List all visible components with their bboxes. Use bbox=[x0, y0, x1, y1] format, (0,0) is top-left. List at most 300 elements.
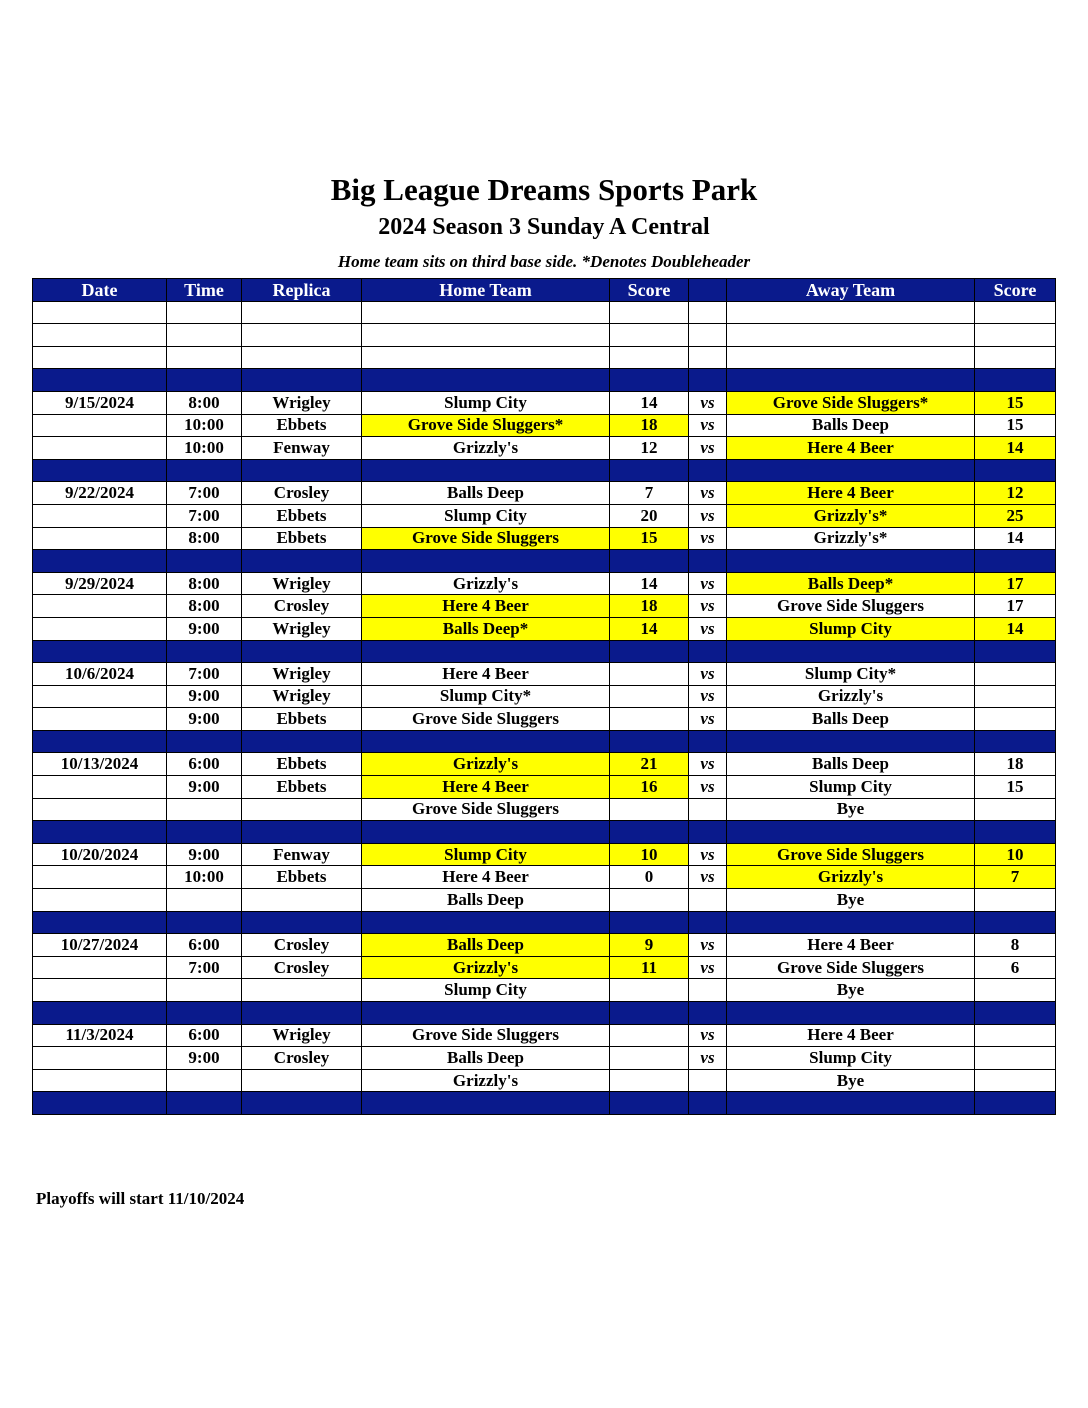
cell-away-score bbox=[975, 889, 1056, 912]
cell-away-score bbox=[975, 301, 1056, 324]
cell-away-team bbox=[727, 911, 975, 934]
cell-home-score: 14 bbox=[610, 391, 689, 414]
cell-away-team bbox=[727, 821, 975, 844]
cell-vs bbox=[689, 798, 727, 821]
cell-date: 10/20/2024 bbox=[33, 843, 167, 866]
cell-away-team: Grizzly's* bbox=[727, 527, 975, 550]
cell-time: 8:00 bbox=[167, 595, 242, 618]
cell-away-team: Grizzly's* bbox=[727, 504, 975, 527]
cell-home-team: Grizzly's bbox=[362, 753, 610, 776]
cell-replica: Crosley bbox=[242, 482, 362, 505]
cell-date: 9/29/2024 bbox=[33, 572, 167, 595]
cell-away-team bbox=[727, 730, 975, 753]
cell-replica: Crosley bbox=[242, 1047, 362, 1070]
cell-home-score bbox=[610, 911, 689, 934]
table-row bbox=[33, 866, 1056, 889]
cell-away-score bbox=[975, 1092, 1056, 1115]
cell-replica bbox=[242, 324, 362, 347]
cell-vs bbox=[689, 730, 727, 753]
cell-time: 8:00 bbox=[167, 572, 242, 595]
cell-home-score bbox=[610, 459, 689, 482]
separator-row bbox=[33, 821, 1056, 844]
table-row bbox=[33, 482, 1056, 505]
cell-home-team: Grove Side Sluggers bbox=[362, 1024, 610, 1047]
cell-home-score: 14 bbox=[610, 617, 689, 640]
cell-away-team: Grove Side Sluggers bbox=[727, 956, 975, 979]
cell-away-score bbox=[975, 821, 1056, 844]
cell-home-score: 20 bbox=[610, 504, 689, 527]
cell-away-score: 17 bbox=[975, 595, 1056, 618]
cell-replica bbox=[242, 640, 362, 663]
cell-vs: vs bbox=[689, 572, 727, 595]
cell-home-team: Grove Side Sluggers bbox=[362, 798, 610, 821]
cell-date bbox=[33, 776, 167, 799]
cell-date bbox=[33, 798, 167, 821]
cell-away-score: 8 bbox=[975, 934, 1056, 957]
cell-away-team: Slump City* bbox=[727, 663, 975, 686]
cell-away-team bbox=[727, 1002, 975, 1025]
cell-replica bbox=[242, 1092, 362, 1115]
page-title: Big League Dreams Sports Park bbox=[330, 172, 758, 207]
cell-date: 9/15/2024 bbox=[33, 391, 167, 414]
cell-away-score bbox=[975, 324, 1056, 347]
cell-replica bbox=[242, 889, 362, 912]
cell-time: 6:00 bbox=[167, 934, 242, 957]
cell-date bbox=[33, 956, 167, 979]
cell-home-score bbox=[610, 324, 689, 347]
cell-replica bbox=[242, 979, 362, 1002]
cell-away-team bbox=[727, 640, 975, 663]
cell-home-team bbox=[362, 911, 610, 934]
cell-date bbox=[33, 617, 167, 640]
col-header-vs bbox=[689, 279, 727, 302]
col-header-away-score: Score bbox=[975, 279, 1056, 302]
cell-time: 8:00 bbox=[167, 391, 242, 414]
cell-away-score: 12 bbox=[975, 482, 1056, 505]
col-header-replica: Replica bbox=[242, 279, 362, 302]
cell-replica bbox=[242, 821, 362, 844]
cell-replica: Ebbets bbox=[242, 753, 362, 776]
cell-away-score bbox=[975, 708, 1056, 731]
cell-home-team: Here 4 Beer bbox=[362, 866, 610, 889]
cell-time: 6:00 bbox=[167, 1024, 242, 1047]
cell-vs bbox=[689, 301, 727, 324]
cell-time: 7:00 bbox=[167, 504, 242, 527]
cell-replica: Crosley bbox=[242, 934, 362, 957]
cell-replica bbox=[242, 1069, 362, 1092]
cell-date bbox=[33, 979, 167, 1002]
col-header-time: Time bbox=[167, 279, 242, 302]
separator-row bbox=[33, 730, 1056, 753]
cell-home-team: Grizzly's bbox=[362, 437, 610, 460]
cell-date bbox=[33, 324, 167, 347]
cell-home-team: Slump City bbox=[362, 979, 610, 1002]
table-row bbox=[33, 1069, 1056, 1092]
cell-away-score bbox=[975, 550, 1056, 573]
cell-away-team: Bye bbox=[727, 798, 975, 821]
cell-time bbox=[167, 301, 242, 324]
cell-date bbox=[33, 414, 167, 437]
cell-home-team bbox=[362, 1092, 610, 1115]
cell-home-team bbox=[362, 640, 610, 663]
cell-away-score bbox=[975, 1069, 1056, 1092]
table-row bbox=[33, 708, 1056, 731]
cell-date bbox=[33, 1092, 167, 1115]
cell-vs bbox=[689, 1069, 727, 1092]
cell-home-team: Slump City* bbox=[362, 685, 610, 708]
separator-row bbox=[33, 550, 1056, 573]
cell-date bbox=[33, 301, 167, 324]
blank-row bbox=[33, 346, 1056, 369]
separator-row bbox=[33, 1092, 1056, 1115]
table-row bbox=[33, 776, 1056, 799]
cell-replica bbox=[242, 550, 362, 573]
cell-replica bbox=[242, 346, 362, 369]
cell-home-team bbox=[362, 730, 610, 753]
cell-home-team: Grove Side Sluggers bbox=[362, 527, 610, 550]
cell-time bbox=[167, 640, 242, 663]
cell-away-score bbox=[975, 911, 1056, 934]
cell-home-score bbox=[610, 369, 689, 392]
cell-replica: Ebbets bbox=[242, 527, 362, 550]
separator-row bbox=[33, 1002, 1056, 1025]
cell-home-team bbox=[362, 346, 610, 369]
cell-home-team bbox=[362, 821, 610, 844]
cell-date: 10/6/2024 bbox=[33, 663, 167, 686]
cell-away-team: Slump City bbox=[727, 776, 975, 799]
cell-date bbox=[33, 595, 167, 618]
cell-home-score bbox=[610, 1024, 689, 1047]
cell-away-score: 18 bbox=[975, 753, 1056, 776]
cell-home-score: 0 bbox=[610, 866, 689, 889]
cell-vs: vs bbox=[689, 843, 727, 866]
cell-home-score: 12 bbox=[610, 437, 689, 460]
cell-vs: vs bbox=[689, 866, 727, 889]
cell-home-team bbox=[362, 301, 610, 324]
cell-replica: Wrigley bbox=[242, 391, 362, 414]
cell-vs: vs bbox=[689, 934, 727, 957]
cell-away-team: Balls Deep bbox=[727, 753, 975, 776]
cell-replica: Fenway bbox=[242, 437, 362, 460]
blank-row bbox=[33, 324, 1056, 347]
cell-replica: Wrigley bbox=[242, 1024, 362, 1047]
cell-away-score: 15 bbox=[975, 391, 1056, 414]
cell-date: 11/3/2024 bbox=[33, 1024, 167, 1047]
cell-replica bbox=[242, 301, 362, 324]
cell-away-score bbox=[975, 663, 1056, 686]
cell-home-score bbox=[610, 346, 689, 369]
schedule-body bbox=[33, 301, 1056, 1114]
table-row bbox=[33, 979, 1056, 1002]
cell-away-score bbox=[975, 1024, 1056, 1047]
cell-time bbox=[167, 821, 242, 844]
cell-home-score bbox=[610, 1002, 689, 1025]
cell-vs: vs bbox=[689, 1024, 727, 1047]
cell-replica: Crosley bbox=[242, 956, 362, 979]
cell-away-score bbox=[975, 459, 1056, 482]
cell-away-score: 17 bbox=[975, 572, 1056, 595]
table-row bbox=[33, 527, 1056, 550]
separator-row bbox=[33, 369, 1056, 392]
cell-date bbox=[33, 504, 167, 527]
cell-vs: vs bbox=[689, 504, 727, 527]
table-row bbox=[33, 617, 1056, 640]
cell-away-team bbox=[727, 1092, 975, 1115]
cell-replica bbox=[242, 730, 362, 753]
cell-replica: Ebbets bbox=[242, 866, 362, 889]
cell-time bbox=[167, 459, 242, 482]
cell-home-score: 15 bbox=[610, 527, 689, 550]
cell-date: 10/13/2024 bbox=[33, 753, 167, 776]
cell-date: 9/22/2024 bbox=[33, 482, 167, 505]
cell-vs bbox=[689, 640, 727, 663]
cell-away-team: Bye bbox=[727, 1069, 975, 1092]
cell-date bbox=[33, 437, 167, 460]
cell-away-team: Balls Deep bbox=[727, 414, 975, 437]
cell-vs bbox=[689, 459, 727, 482]
table-row bbox=[33, 843, 1056, 866]
cell-replica: Ebbets bbox=[242, 776, 362, 799]
cell-replica: Wrigley bbox=[242, 617, 362, 640]
cell-vs: vs bbox=[689, 595, 727, 618]
cell-time bbox=[167, 346, 242, 369]
cell-home-score bbox=[610, 889, 689, 912]
cell-time: 10:00 bbox=[167, 437, 242, 460]
cell-away-team: Grove Side Sluggers bbox=[727, 595, 975, 618]
cell-time: 8:00 bbox=[167, 527, 242, 550]
cell-away-team bbox=[727, 369, 975, 392]
table-row bbox=[33, 1047, 1056, 1070]
cell-time bbox=[167, 369, 242, 392]
cell-vs bbox=[689, 889, 727, 912]
cell-away-score: 15 bbox=[975, 414, 1056, 437]
cell-date: 10/27/2024 bbox=[33, 934, 167, 957]
cell-time: 7:00 bbox=[167, 663, 242, 686]
cell-home-team bbox=[362, 369, 610, 392]
cell-vs: vs bbox=[689, 753, 727, 776]
cell-home-team: Here 4 Beer bbox=[362, 595, 610, 618]
cell-time: 9:00 bbox=[167, 617, 242, 640]
table-row bbox=[33, 663, 1056, 686]
cell-away-team: Grove Side Sluggers* bbox=[727, 391, 975, 414]
cell-away-team bbox=[727, 324, 975, 347]
cell-vs bbox=[689, 550, 727, 573]
cell-away-score bbox=[975, 1002, 1056, 1025]
cell-home-team: Here 4 Beer bbox=[362, 776, 610, 799]
cell-home-team: Grove Side Sluggers bbox=[362, 708, 610, 731]
cell-replica: Ebbets bbox=[242, 504, 362, 527]
cell-home-score bbox=[610, 663, 689, 686]
cell-home-team: Balls Deep bbox=[362, 482, 610, 505]
cell-time: 7:00 bbox=[167, 956, 242, 979]
cell-home-score bbox=[610, 301, 689, 324]
cell-away-score bbox=[975, 346, 1056, 369]
cell-away-score: 14 bbox=[975, 437, 1056, 460]
cell-away-score: 14 bbox=[975, 617, 1056, 640]
cell-away-score: 14 bbox=[975, 527, 1056, 550]
cell-home-score: 7 bbox=[610, 482, 689, 505]
cell-time bbox=[167, 911, 242, 934]
cell-time: 9:00 bbox=[167, 685, 242, 708]
cell-away-team bbox=[727, 346, 975, 369]
cell-home-team bbox=[362, 459, 610, 482]
cell-time: 7:00 bbox=[167, 482, 242, 505]
cell-date bbox=[33, 708, 167, 731]
cell-away-team: Here 4 Beer bbox=[727, 437, 975, 460]
cell-date bbox=[33, 1069, 167, 1092]
cell-time: 10:00 bbox=[167, 414, 242, 437]
cell-replica bbox=[242, 798, 362, 821]
col-header-home-team: Home Team bbox=[362, 279, 610, 302]
cell-time: 6:00 bbox=[167, 753, 242, 776]
cell-date bbox=[33, 866, 167, 889]
cell-vs: vs bbox=[689, 482, 727, 505]
blank-row bbox=[33, 301, 1056, 324]
cell-vs bbox=[689, 369, 727, 392]
cell-away-score: 6 bbox=[975, 956, 1056, 979]
cell-away-team: Balls Deep bbox=[727, 708, 975, 731]
cell-vs bbox=[689, 911, 727, 934]
cell-vs: vs bbox=[689, 391, 727, 414]
cell-replica: Wrigley bbox=[242, 572, 362, 595]
cell-home-team: Balls Deep bbox=[362, 889, 610, 912]
cell-vs bbox=[689, 324, 727, 347]
cell-away-team: Here 4 Beer bbox=[727, 482, 975, 505]
cell-replica bbox=[242, 369, 362, 392]
table-row bbox=[33, 753, 1056, 776]
cell-away-score: 7 bbox=[975, 866, 1056, 889]
table-row bbox=[33, 685, 1056, 708]
cell-replica bbox=[242, 911, 362, 934]
cell-date bbox=[33, 527, 167, 550]
cell-vs: vs bbox=[689, 437, 727, 460]
cell-away-team bbox=[727, 459, 975, 482]
table-header-row bbox=[33, 279, 1056, 302]
cell-time bbox=[167, 1092, 242, 1115]
cell-date bbox=[33, 685, 167, 708]
cell-home-score: 18 bbox=[610, 595, 689, 618]
cell-date bbox=[33, 459, 167, 482]
table-row bbox=[33, 956, 1056, 979]
header-note: Home team sits on third base side. *Denotes Doubleheader bbox=[337, 252, 751, 271]
cell-date bbox=[33, 550, 167, 573]
table-row bbox=[33, 1024, 1056, 1047]
cell-home-score bbox=[610, 821, 689, 844]
cell-away-team: Grizzly's bbox=[727, 685, 975, 708]
separator-row bbox=[33, 459, 1056, 482]
cell-vs: vs bbox=[689, 956, 727, 979]
cell-home-team: Balls Deep bbox=[362, 934, 610, 957]
cell-home-team: Balls Deep* bbox=[362, 617, 610, 640]
cell-time bbox=[167, 1002, 242, 1025]
cell-date bbox=[33, 1002, 167, 1025]
cell-replica: Wrigley bbox=[242, 685, 362, 708]
cell-home-score bbox=[610, 1092, 689, 1115]
cell-replica: Fenway bbox=[242, 843, 362, 866]
cell-replica: Ebbets bbox=[242, 708, 362, 731]
cell-away-score: 10 bbox=[975, 843, 1056, 866]
cell-home-score bbox=[610, 1069, 689, 1092]
cell-vs: vs bbox=[689, 685, 727, 708]
cell-date bbox=[33, 1047, 167, 1070]
cell-time bbox=[167, 730, 242, 753]
cell-home-score bbox=[610, 685, 689, 708]
cell-away-score bbox=[975, 798, 1056, 821]
cell-time: 10:00 bbox=[167, 866, 242, 889]
cell-replica: Crosley bbox=[242, 595, 362, 618]
cell-away-team: Grove Side Sluggers bbox=[727, 843, 975, 866]
cell-home-team: Grizzly's bbox=[362, 1069, 610, 1092]
cell-home-team bbox=[362, 324, 610, 347]
cell-replica: Ebbets bbox=[242, 414, 362, 437]
cell-home-team: Slump City bbox=[362, 391, 610, 414]
separator-row bbox=[33, 640, 1056, 663]
footer-note: Playoffs will start 11/10/2024 bbox=[36, 1189, 245, 1208]
cell-home-team: Slump City bbox=[362, 504, 610, 527]
table-row bbox=[33, 391, 1056, 414]
cell-away-team bbox=[727, 550, 975, 573]
cell-home-team bbox=[362, 1002, 610, 1025]
cell-home-score: 21 bbox=[610, 753, 689, 776]
table-row bbox=[33, 595, 1056, 618]
cell-away-team: Slump City bbox=[727, 1047, 975, 1070]
table-row bbox=[33, 572, 1056, 595]
cell-vs bbox=[689, 821, 727, 844]
cell-date bbox=[33, 911, 167, 934]
cell-away-team: Here 4 Beer bbox=[727, 1024, 975, 1047]
cell-time bbox=[167, 324, 242, 347]
cell-home-team: Slump City bbox=[362, 843, 610, 866]
cell-date bbox=[33, 730, 167, 753]
table-row bbox=[33, 414, 1056, 437]
cell-time bbox=[167, 1069, 242, 1092]
cell-home-score: 11 bbox=[610, 956, 689, 979]
cell-vs: vs bbox=[689, 776, 727, 799]
cell-home-score bbox=[610, 798, 689, 821]
cell-away-score bbox=[975, 685, 1056, 708]
cell-vs bbox=[689, 1002, 727, 1025]
cell-replica bbox=[242, 1002, 362, 1025]
cell-vs: vs bbox=[689, 414, 727, 437]
cell-vs: vs bbox=[689, 1047, 727, 1070]
cell-away-team: Grizzly's bbox=[727, 866, 975, 889]
cell-away-team: Bye bbox=[727, 979, 975, 1002]
cell-home-team: Here 4 Beer bbox=[362, 663, 610, 686]
cell-date bbox=[33, 821, 167, 844]
table-row bbox=[33, 889, 1056, 912]
cell-home-team: Balls Deep bbox=[362, 1047, 610, 1070]
cell-replica: Wrigley bbox=[242, 663, 362, 686]
table-row bbox=[33, 798, 1056, 821]
col-header-date: Date bbox=[33, 279, 167, 302]
cell-away-team: Slump City bbox=[727, 617, 975, 640]
cell-time: 9:00 bbox=[167, 776, 242, 799]
cell-away-team: Bye bbox=[727, 889, 975, 912]
table-row bbox=[33, 437, 1056, 460]
cell-away-score: 25 bbox=[975, 504, 1056, 527]
cell-vs bbox=[689, 1092, 727, 1115]
cell-vs: vs bbox=[689, 617, 727, 640]
cell-time bbox=[167, 889, 242, 912]
cell-home-score: 10 bbox=[610, 843, 689, 866]
cell-away-score bbox=[975, 730, 1056, 753]
cell-away-score: 15 bbox=[975, 776, 1056, 799]
cell-home-team: Grove Side Sluggers* bbox=[362, 414, 610, 437]
schedule-table bbox=[32, 278, 1056, 1115]
cell-replica bbox=[242, 459, 362, 482]
cell-away-score bbox=[975, 1047, 1056, 1070]
cell-home-score: 9 bbox=[610, 934, 689, 957]
